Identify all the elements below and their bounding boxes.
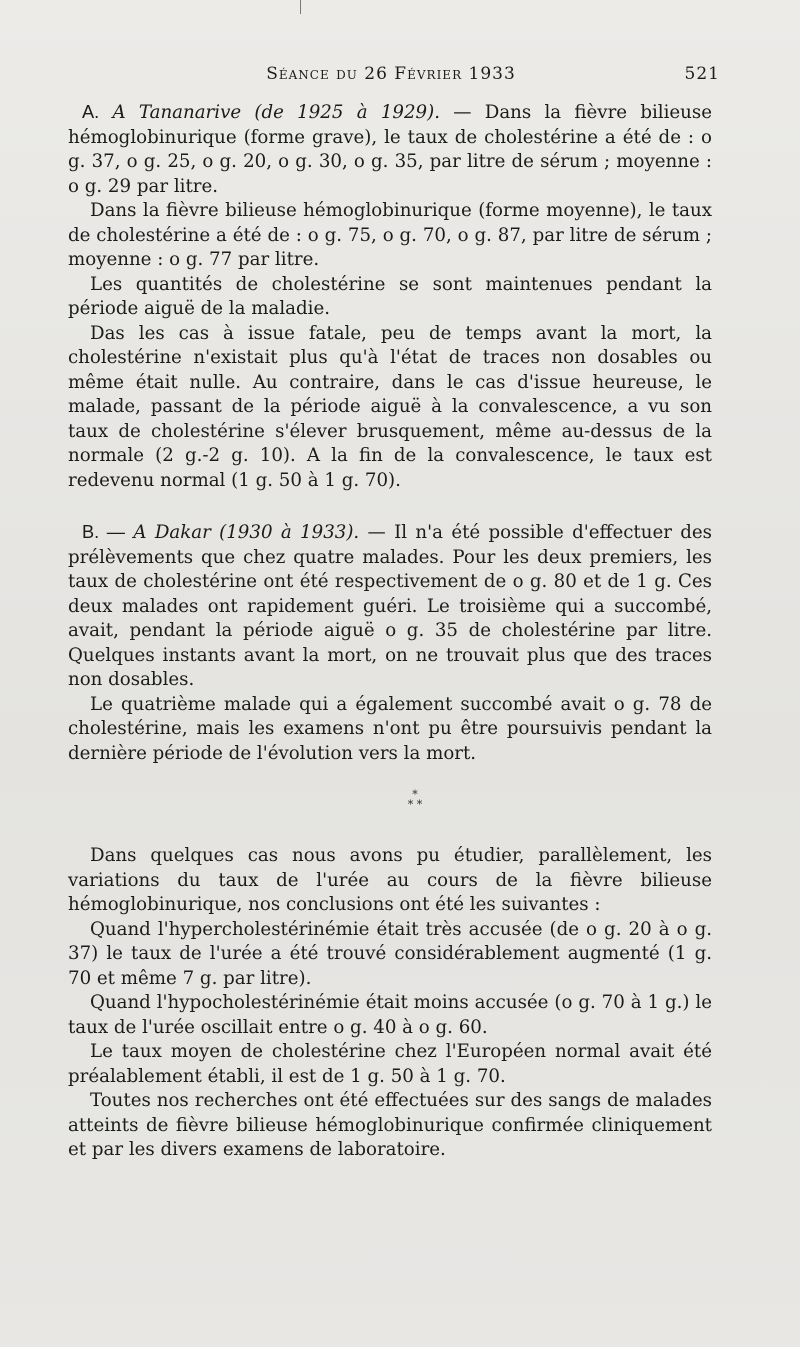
conclusion-paragraph-3: Quand l'hypocholestérinémie était moins accusée (o g. 70 à 1 g.) le taux de l'urée oscillait entre o g. 40 à o g. 60. (68, 992, 712, 1038)
section-a-heading: A Tananarive (de 1925 à 1929). (112, 102, 440, 123)
section-a-marker: A. (82, 102, 100, 122)
section-a-lead: — Dans la fièvre bilieuse hémoglobinurique (forme grave), le taux de cholestérine a été de : o g. 37, o g. 25, o g. 20, o g. 30, o g. 35, par litre de sérum ; moyenne : o g. 29 par litre. (68, 102, 712, 197)
running-title: Séance du 26 Février 1933 (266, 64, 516, 84)
conclusion-paragraph-2: Quand l'hypercholestérinémie était très accusée (de o g. 20 à o g. 37) le taux de l'urée a été trouvé considérablement augmenté (1 g. 70 et même 7 g. par litre). (68, 918, 712, 989)
conclusion-paragraph-4: Le taux moyen de cholestérine chez l'Européen normal avait été préalablement établi, il est de 1 g. 50 à 1 g. 70. (68, 1041, 712, 1087)
section-b-heading: A Dakar (1930 à 1933). (133, 522, 360, 543)
body-text (68, 100, 712, 1163)
running-head (70, 64, 720, 88)
asterism-top: * (412, 788, 418, 801)
section-a-paragraph-1 (68, 100, 712, 199)
section-b-paragraph-1 (68, 520, 712, 693)
spacer (68, 766, 712, 790)
section-a-paragraph-3: Les quantités de cholestérine se sont maintenues pendant la période aiguë de la maladie. (68, 273, 712, 319)
section-a-paragraph-4: Das les cas à issue fatale, peu de temps avant la mort, la cholestérine n'existait plus qu'à l'état de traces non dosables ou même était nulle. Au contraire, dans le cas d'issue heureuse, le malade, passant de la période aiguë à la convalescence, a vu son taux de cholestérine s'élever brusquement, même au-dessus de la normale (2 g.-2 g. 10). A la fin de la convalescence, le taux est redevenu normal (1 g. 50 à 1 g. 70). (68, 322, 712, 491)
spacer (68, 810, 712, 844)
section-a-paragraph-2: Dans la fièvre bilieuse hémoglobinurique (forme moyenne), le taux de cholestérine a été de : o g. 75, o g. 70, o g. 87, par litre de sérum ; moyenne : o g. 77 par litre. (68, 200, 712, 270)
section-b-paragraph-2: Le quatrième malade qui a également succombé avait o g. 78 de cholestérine, mais les examens n'ont pu être poursuivis pendant la dernière période de l'évolution vers la mort. (68, 693, 712, 764)
asterism-bottom: * * (407, 798, 423, 811)
section-b-lead: — Il n'a été possible d'effectuer des prélèvements que chez quatre malades. Pour les deux premiers, les taux de cholestérine ont été respectivement de o g. 80 et de 1 g. Ces deux malades ont rapidement guéri. Le troisième qui a succombé, avait, pendant la période aiguë o g. 35 de cholestérine par litre. Quelques instants avant la mort, on ne trouvait plus que des traces non dosables. (68, 522, 712, 690)
conclusion-paragraph-5: Toutes nos recherches ont été effectuées sur des sangs de malades atteints de fièvre bilieuse hémoglobinurique confirmée cliniquement et par les divers examens de laboratoire. (68, 1090, 712, 1160)
conclusion-paragraph-1: Dans quelques cas nous avons pu étudier, parallèlement, les variations du taux de l'urée au cours de la fièvre bilieuse hémoglobinurique, nos conclusions ont été les suivantes : (68, 845, 712, 915)
paper-mark (300, 0, 301, 14)
section-b-marker: B. — (82, 522, 125, 542)
spacer (68, 493, 712, 520)
page-number: 521 (684, 64, 720, 84)
